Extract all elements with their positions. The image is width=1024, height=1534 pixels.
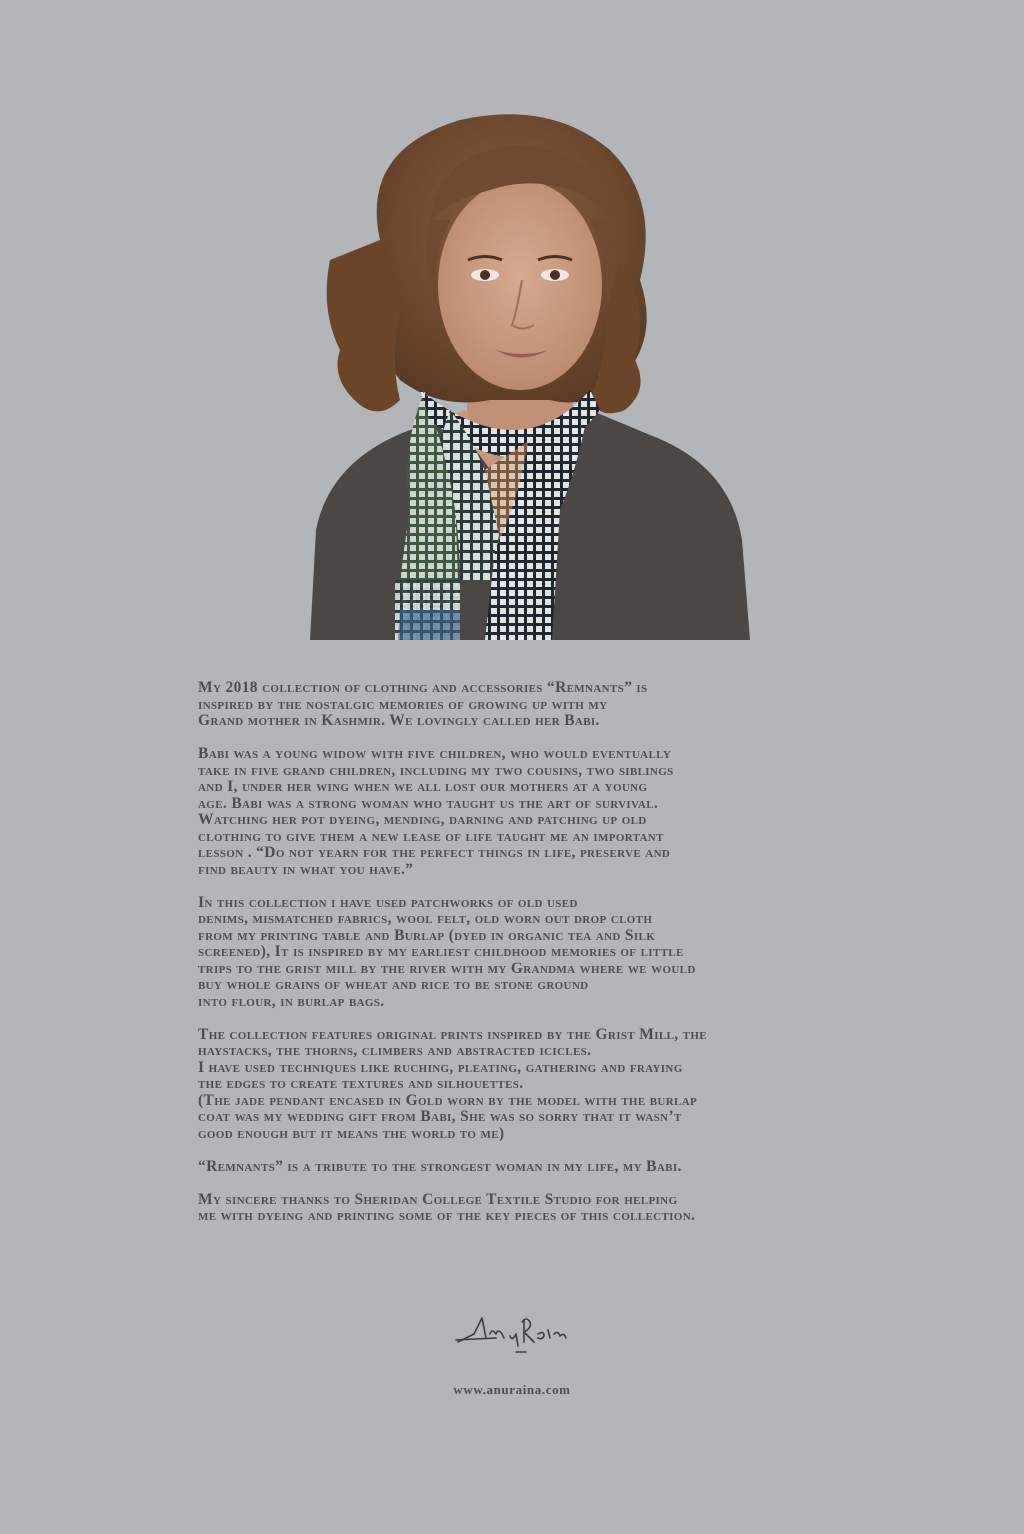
text-line: find beauty in what you have.” bbox=[198, 860, 414, 878]
text-line: Watching her pot dyeing, mending, darning and patching up old bbox=[198, 811, 647, 828]
signature bbox=[452, 1312, 576, 1358]
text-line: lesson . “Do not yearn for the perfect things in life, preserve and bbox=[198, 844, 671, 861]
text-line: Grand mother in Kashmir. We lovingly called her Babi. bbox=[198, 712, 600, 729]
text-line: and I, under her wing when we all lost our mothers at a young bbox=[198, 778, 648, 795]
text-line: (The jade pendant encased in Gold worn by the model with the burlap bbox=[198, 1091, 698, 1109]
text-line: good enough but it means the world to me) bbox=[198, 1124, 505, 1142]
text-line: denims, mismatched fabrics, wool felt, old worn out drop cloth bbox=[198, 910, 653, 927]
text-line: from my printing table and Burlap (dyed in organic tea and Silk bbox=[198, 926, 656, 944]
paragraph-prints bbox=[198, 1027, 838, 1143]
text-line: In this collection i have used patchworks of old used bbox=[198, 893, 578, 911]
text-line: the edges to create textures and silhouettes. bbox=[198, 1075, 524, 1092]
paragraph-tribute bbox=[198, 1159, 838, 1176]
text-line: take in five grand children, including my two cousins, two siblings bbox=[198, 761, 674, 779]
text-line: inspired by the nostalgic memories of growing up with my bbox=[198, 695, 608, 713]
text-line: The collection features original prints inspired by the Grist Mill, the bbox=[198, 1025, 707, 1043]
text-line: “Remnants” is a tribute to the strongest woman in my life, my Babi. bbox=[198, 1157, 682, 1175]
text-line: coat was my wedding gift from Babi, She was so sorry that it wasn’t bbox=[198, 1108, 682, 1125]
text-line: trips to the grist mill by the river with my Grandma where we would bbox=[198, 959, 696, 977]
text-line: haystacks, the thorns, climbers and abstracted icicles. bbox=[198, 1042, 592, 1059]
paragraph-materials bbox=[198, 895, 838, 1011]
website-url[interactable]: www.anuraina.com bbox=[453, 1382, 571, 1397]
text-line: me with dyeing and printing some of the key pieces of this collection. bbox=[198, 1207, 696, 1224]
text-line: Babi was a young widow with five children, who would eventually bbox=[198, 745, 672, 762]
text-line: age. Babi was a strong woman who taught us the art of survival. bbox=[198, 794, 659, 812]
text-line: clothing to give them a new lease of life taught me an important bbox=[198, 827, 664, 845]
text-line: My 2018 collection of clothing and accessories “Remnants” is bbox=[198, 679, 648, 696]
text-line: buy whole grains of wheat and rice to be stone ground bbox=[198, 976, 589, 993]
text-line: My sincere thanks to Sheridan College Textile Studio for helping bbox=[198, 1190, 678, 1208]
text-line: screened), It is inspired by my earliest childhood memories of little bbox=[198, 943, 684, 960]
text-line: into flour, in burlap bags. bbox=[198, 992, 385, 1010]
text-line: I have used techniques like ruching, pleating, gathering and fraying bbox=[198, 1058, 683, 1076]
paragraph-intro bbox=[198, 680, 838, 730]
paragraph-babi bbox=[198, 746, 838, 878]
paragraph-thanks bbox=[198, 1192, 838, 1225]
statement-text bbox=[198, 680, 838, 1241]
portrait-photo bbox=[290, 110, 760, 640]
